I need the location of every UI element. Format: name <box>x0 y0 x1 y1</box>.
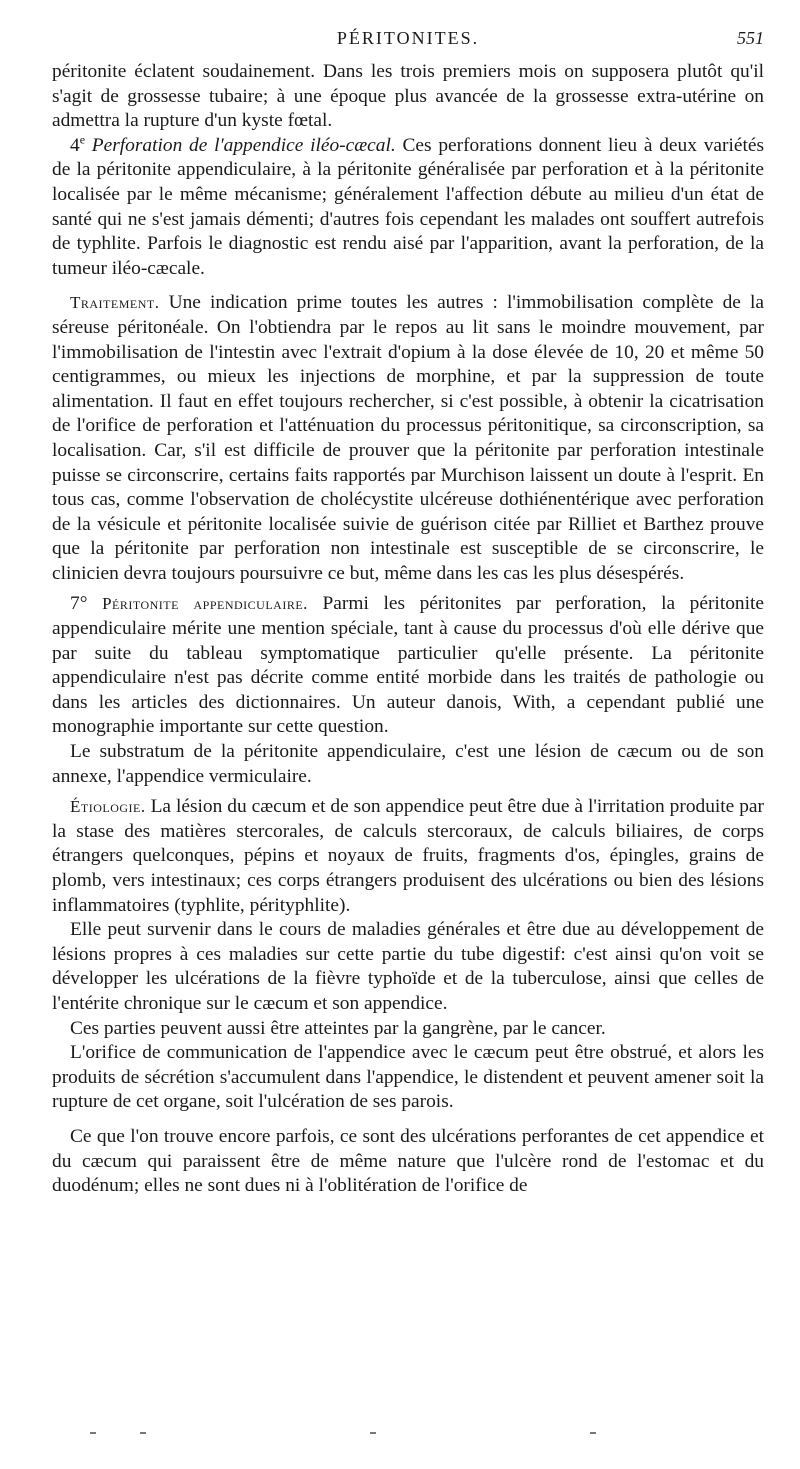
paragraph-2 <box>52 134 764 282</box>
paragraph-7-text: Elle peut survenir dans le cours de maladies générales et être due au développement de lésions propres à ces maladies sur cette partie du tube digestif: c'est ainsi qu'on voit se développer les ulcérations de la fièvre typhoïde et de la tuberculose, ainsi que celles de l'entérite chronique sur le cæcum et son appendice. <box>52 919 764 1014</box>
paragraph-3 <box>52 291 764 586</box>
section-number: 7° <box>70 593 103 615</box>
paragraph-9-text: L'orifice de communication de l'appendice avec le cæcum peut être obstrué, et alors les produits de sécrétion s'accumulent dans l'appendice, le distendent et peuvent amener soit la rupture de cet organe, soit l'ulcération de ses parois. <box>52 1042 764 1113</box>
paragraph-3-text: Une indication prime toutes les autres : l'immobilisation complète de la séreuse péritonéale. On l'obtiendra par le repos au lit sans le moindre mouvement, par l'immobilisation de l'intestin avec l'extrait d'opium à la dose élevée de 10, 20 et même 50 centigrammes, ou mieux les injections de morphine, et par la suppression de toute alimentation. Il faut en effet toujours rechercher, si c'est possible, à obtenir la cicatrisation de l'orifice de perforation et l'atténuation du processus péritonitique, sa circonscription, sa localisation. Car, s'il est difficile de prouver que la péritonite par perforation intestinale puisse se circonscrire, certains faits rapportés par Murchison laissent un doute à l'esprit. En tous cas, comme l'observation de cholécystite ulcéreuse dothiénentérique avec perforation de la vésicule et péritonite localisée suivie de guérison citée par Rilliet et Barthez prouve que la péritonite par perforation non intestinale est susceptible de se circonscrire, le clinicien devra toujours poursuivre ce but, même dans les cas les plus désespérés. <box>52 292 764 584</box>
page-header <box>52 10 764 46</box>
section-number: 4 <box>70 134 80 156</box>
paragraph-4-text: Parmi les péritonites par perforation, la péritonite appendiculaire mérite une mention spéciale, tant à cause du processus d'où elle dérive que par suite du tableau symptomatique particulier qu'elle présente. La péritonite appendiculaire n'est pas décrite comme entité morbide dans les traités de pathologie ou dans les articles des dictionnaires. Un auteur danois, With, a cependant publié une monographie importante sur cette question. <box>52 593 764 738</box>
ordinal-suffix: e <box>79 132 86 147</box>
paragraph-2-text: Ces perforations donnent lieu à deux variétés de la péritonite appendiculaire, à la péritonite généralisée par perforation et à la péritonite localisée par le même mécanisme; généralement l'affection débute au milieu d'un état de santé qui ne s'est jamais démenti; d'autres fois cependant les malades ont souffert autrefois de typhlite. Parfois le diagnostic est rendu aisé par l'apparition, avant la perforation, de la tumeur iléo-cæcale. <box>52 134 764 279</box>
paragraph-10-text: Ce que l'on trouve encore parfois, ce sont des ulcérations perforantes de cet appendice et du cæcum qui paraissent être de même nature que l'ulcère rond de l'estomac et du duodénum; elles ne sont dues ni à l'oblitération de l'orifice de <box>52 1125 764 1197</box>
paragraph-6 <box>52 795 764 918</box>
paragraph-1 <box>52 60 764 134</box>
section-heading: Étiologie. <box>70 797 146 817</box>
scan-mark <box>370 1432 376 1434</box>
paragraph-7 <box>52 918 764 1016</box>
paragraph-6-text: La lésion du cæcum et de son appendice peut être due à l'irritation produite par la stase des matières stercorales, de calculs stercoraux, de calculs biliaires, de corps étrangers quelconques, pépins et noyaux de fruits, fragments d'os, épingles, grains de plomb, vers intestinaux; ces corps étrangers produisent des ulcérations ou bien des lésions inflammatoires (typhlite, pérityphlite). <box>52 796 764 916</box>
page-number: 551 <box>737 28 764 48</box>
paragraph-8-text: Ces parties peuvent aussi être atteintes par la gangrène, par le cancer. <box>70 1017 606 1039</box>
paragraph-8 <box>52 1017 764 1042</box>
scan-marks <box>80 1428 720 1440</box>
paragraph-1-text: péritonite éclatent soudainement. Dans les trois premiers mois on supposera plutôt qu'il s'agit de grossesse tubaire; à une époque plus avancée de la grossesse extra-utérine on admettra la rupture d'un kyste fœtal. <box>52 61 764 132</box>
paragraph-5-text: Le substratum de la péritonite appendiculaire, c'est une lésion de cæcum ou de son annexe, l'appendice vermiculaire. <box>52 741 764 787</box>
scan-mark <box>140 1432 146 1434</box>
body-text <box>52 60 764 1199</box>
scan-mark <box>90 1432 96 1434</box>
running-title: PÉRITONITES. <box>336 28 480 48</box>
section-heading: Perforation de l'appendice iléo-cæcal. <box>85 134 396 156</box>
section-heading: Péritonite appendiculaire. <box>102 594 308 614</box>
paragraph-4 <box>52 592 764 740</box>
paragraph-10 <box>52 1125 764 1199</box>
paragraph-5 <box>52 740 764 789</box>
paragraph-9 <box>52 1041 764 1115</box>
scan-mark <box>590 1432 596 1434</box>
section-heading: Traitement. <box>70 293 160 313</box>
